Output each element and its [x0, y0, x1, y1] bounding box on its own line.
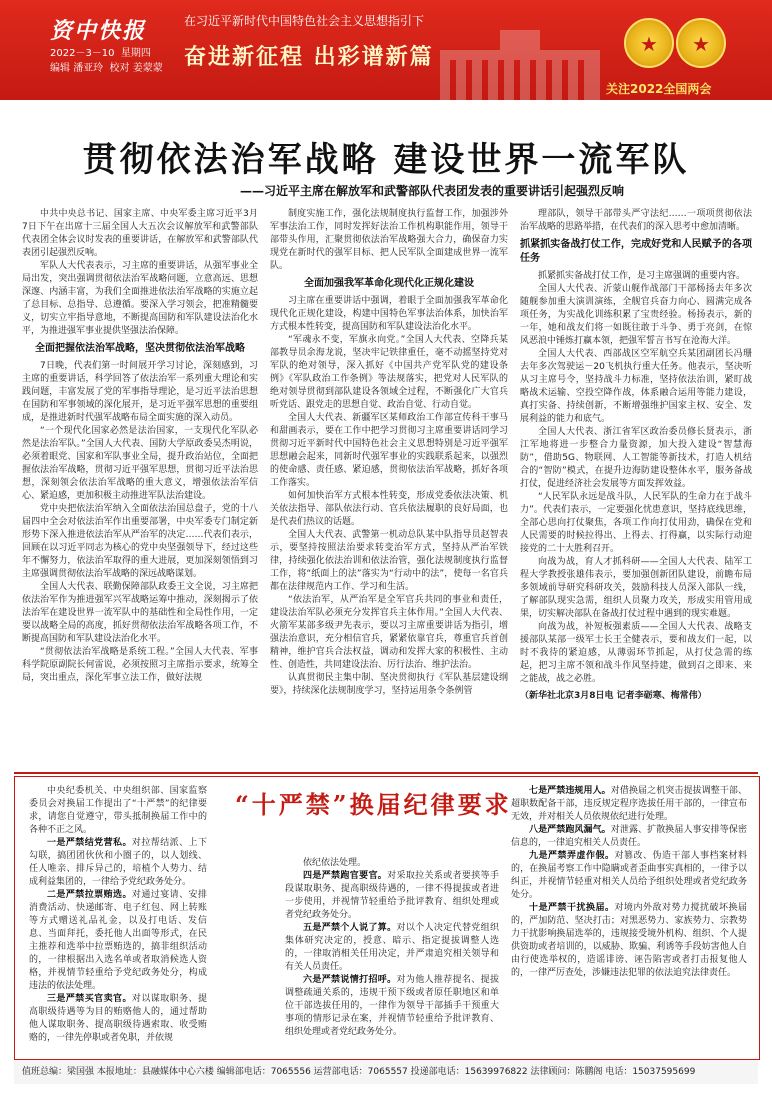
paragraph: 全国人大代表、西部战区空军航空兵某团副团长冯珊去年多次驾驶运－20飞机执行重大任务。他表示，坚决听从习主席号令，坚持战斗力标准，坚持依法治训，紧盯战略战术运输、空投空降作战，体系融合运用等能力建设，真打实备、持续创新，不断增强维护国家主权、安全、发展利益的能力和底气。 [520, 349, 752, 424]
paragraph: 全国人大代表、新疆军区某师政治工作部宣传科干事马和甜画表示，要在工作中把学习贯彻习主席重要讲话同学习贯彻习近平新时代中国特色社会主义思想特别是习近平强军思想融会起来，同新时代强军事业的实践联系起来，以强烈的使命感、责任感、紧迫感，贯彻依法治军战略，抓好各项工作落实。 [270, 413, 508, 488]
paragraph: 如何加快治军方式根本性转变，形成党委依法决策、机关依法指导、部队依法行动、官兵依法履职的良好局面，也是代表们热议的话题。 [270, 491, 508, 527]
article-column-3 [520, 208, 752, 703]
cppcc-emblem-icon: ★ [676, 18, 726, 68]
discipline-item: 一是严禁结党营私。对拉帮结派、上下勾联，搞团团伙伙和小圈子的，以人划线、任人唯亲、排斥异己的，培植个人势力、结成利益集团的，一律给予党纪政务处分。 [29, 838, 207, 887]
discipline-item: 中央纪委机关、中央组织部、国家监察委员会对换届工作提出了“十严禁”的纪律要求，请您自觉遵守，带头抵制换届工作中的各种不正之风。 [29, 786, 207, 835]
paragraph: “军魂永不变，军旗永向党。”全国人大代表、空降兵某部教导员余海龙说，坚决牢记铁律重任，毫不动摇坚持党对军队的绝对领导，深入抓好《中国共产党军队党的建设条例》《军队政治工作条例》等法规落实，把党对人民军队的绝对领导贯彻到部队建设各领域全过程，不断强化广大官兵听党话、跟党走的思想自觉、政治自觉、行动自觉。 [270, 335, 508, 410]
paragraph: 理部队，领导干部带头严守法纪……一项项贯彻依法治军战略的思路举措，在代表们的深入思考中愈加清晰。 [520, 209, 752, 232]
paragraph: 7日晚，代表们第一时间展开学习讨论，深刻感到，习主席的重要讲话，科学回答了依法治军一系列重大理论和实践问题，丰富发展了党的军事指导理论，是习近平法治思想在国防和军事领域的深化展开，是习近平强军思想的重要组成，是推进新时代强军战略布局全面实施的深入动员。 [22, 361, 258, 423]
discipline-column-2 [285, 857, 499, 1039]
discipline-box [14, 776, 760, 1060]
paragraph: 制度实施工作，强化法规制度执行监督工作，加强涉外军事法治工作，同时发挥好法治工作机构职能作用，领导干部带头作用，汇聚贯彻依法治军战略强大合力，确保奋力实现党在新时代的强军目标、把人民军队全面建成世界一流军队。 [270, 209, 508, 271]
paragraph: “人民军队永远是战斗队，人民军队的生命力在于战斗力”。代表们表示，一定要强化忧患意识，坚持底线思维，全部心思向打仗聚焦，各项工作向打仗用劲，确保在党和人民需要的时候拉得出、上得去、打得赢，以实际行动迎接党的二十大胜利召开。 [520, 492, 752, 554]
paragraph: 习主席在重要讲话中强调，着眼于全面加强我军革命化现代化正规化建设，构建中国特色军事法治体系，加快治军方式根本性转变，提高国防和军队建设法治化水平。 [270, 296, 508, 332]
paragraph: 向战为战，育人才抓科研——全国人大代表、陆军工程大学教授张雄伟表示，要加强创新团队建设，前瞻布局多领域前导研究科研攻关，鼓励科技人员深入部队一线，了解部队现实急需，组织人员聚力攻关，形成实用管用成果，切实解决部队在备战打仗过程中遇到的现实难题。 [520, 557, 752, 619]
discipline-item: 七是严禁违规用人。对借换届之机突击提拔调整干部、超职数配备干部，违反规定程序选拔任用干部的，一律宣布无效，并对相关人员依规依纪进行处理。 [511, 786, 747, 822]
article-subtitle: ——习近平主席在解放军和武警部队代表团发表的重要讲话引起强烈反响 [240, 184, 625, 198]
discipline-item: 四是严禁跑官要官。对采取拉关系或者要挟等手段谋取职务、提高职级待遇的，一律不得提拔或者进一步使用，并视情节轻重给予批评教育、组织处理或者党纪政务处分。 [285, 871, 499, 920]
paragraph: 抓紧抓实备战打仗工作，是习主席强调的重要内容。 [538, 271, 746, 281]
paragraph: 全国人大代表、浙江省军区政治委员修长贤表示，浙江军地将进一步整合力量资源，加大投入建设“智慧海防”，借助5G、物联网、人工智能等新技术，打造人机结合的“智防”模式，在提升边海防建设整体水平，服务备战打仗，促进经济社会发展等方面发挥效益。 [520, 427, 752, 489]
header-slogan-main: 奋进新征程 出彩谱新篇 [184, 44, 434, 70]
byline: （新华社北京3月8日电 记者李砺寒、梅常伟） [520, 691, 707, 701]
two-sessions-tag: 关注2022全国两会 [606, 82, 712, 96]
discipline-item: 依纪依法处理。 [303, 858, 367, 868]
paragraph: 党中央把依法治军纳入全面依法治国总盘子，党的十八届四中全会对依法治军作出重要部署，中央军委专门制定新形势下深入推进依法治军从严治军的决定……代表们表示，回顾在以习近平同志为核心的党中央坚强领导下，经过这些年不懈努力，依法治军取得的重大进展，更加深刻领悟到习主席强调贯彻依法治军战略的深远战略谋划。 [22, 504, 258, 579]
paragraph: “一个现代化国家必然是法治国家，一支现代化军队必然是法治军队。”全国人大代表、国防大学原政委吴杰明说，必须着眼党、国家和军队事业全局，提升政治站位，全面把握依法治军战略，贯彻习近平强军思想，贯彻习近平法治思想，深刻领会依法治军战略的重大意义，增强依法治军信心、紧迫感，更加积极主动推进军队法治建设。 [22, 426, 258, 501]
footer-info: 值班总编：梁国强 本报地址：县融媒体中心六楼 编辑部电话：7065556 运营部电话：7065557 投递部电话：15639976822 法律顾问：陈鹏阁 电话：15037595699 [14, 1060, 758, 1084]
great-hall-silhouette [430, 20, 610, 100]
discipline-box-title: “十严禁”换届纪律要求 [235, 790, 512, 819]
article-column-2 [270, 208, 508, 698]
issue-date: 2022－3－10 [50, 48, 115, 59]
discipline-item: 十是严禁干扰换届。对境内外敌对势力搅扰破坏换届的，严加防范、坚决打击；对黑恶势力、家族势力、宗教势力干扰影响换届选举的，违规接受境外机构、组织、个人提供资助或者培训的，以威胁、欺骗、利诱等手段妨害他人自由行使选举权的，造谣诽谤、诬告陷害或者打击报复他人的，一律严厉查处，涉嫌违法犯罪的依法追究法律责任。 [511, 903, 747, 978]
newspaper-logo: 资中快报 [50, 18, 147, 44]
discipline-column-3 [511, 785, 747, 980]
paragraph: 向战为战，补短板强素质——全国人大代表、战略支援部队某部一级军士长王全健表示，要和战友们一起，以时不我待的紧迫感，从薄弱环节抓起，从打仗急需的练起，把习主席不领和战斗作风坚持建，做到召之即来、来之能战，战之必胜。 [520, 622, 752, 684]
masthead [0, 0, 772, 100]
article-title: 贯彻依法治军战略 建设世界一流军队 [82, 140, 690, 180]
issue-weekday: 星期四 [120, 48, 151, 59]
editor-label: 编辑 [50, 63, 70, 74]
discipline-column-1 [29, 785, 207, 1045]
national-emblem-icon: ★ [624, 18, 674, 68]
discipline-item: 九是严禁弄虚作假。对篡改、伪造干部人事档案材料的，在换届考察工作中隐瞒或者歪曲事实真相的，一律予以纠正，并视情节轻重对相关人员给予组织处理或者党纪政务处分。 [511, 851, 747, 900]
proofreader-name: 姜蒙蒙 [132, 63, 163, 74]
section-divider [14, 772, 758, 774]
paragraph: “贯彻依法治军战略是系统工程。”全国人大代表、军事科学院原副院长何雷说，必须按照习主席指示要求，统筹全局，突出重点，深化军事立法工作，做好法规 [22, 647, 258, 683]
discipline-item: 三是严禁买官卖官。对以谋取职务、提高职级待遇等为目的贿赂他人的，通过帮助他人谋取职务、提高职级待遇索取、收受贿赂的，一律先停职或者免职，并依规 [29, 994, 207, 1043]
paragraph: 认真贯彻民主集中制、坚决贯彻执行《军队基层建设纲要》，持续深化法规制度学习，坚持运用条令条例管 [270, 673, 508, 696]
paragraph: 全国人大代表、沂蒙山舰作战部门干部杨扬去年多次随舰参加重大演训演练，全舰官兵奋力向心、圆满完成各项任务，为实战化训练积累了宝贵经验。杨扬表示，新的一年，她和战友们将一如既往敢于斗争、勇于亮剑，在惊风恶浪中锤炼打赢本领，把强军誓言书写在沧海大洋。 [520, 284, 752, 346]
discipline-item: 六是严禁说情打招呼。对为他人推荐提名、提拔调整疏通关系的，违规干预下级或者原任职地区和单位干部选拔任用的，一律作为领导干部插手干预重大事项的情形记录在案，并视情节轻重给予批评教育、组织处理或者党纪政务处分。 [285, 975, 499, 1037]
discipline-item: 五是严禁个人说了算。对以个人决定代替党组织集体研究决定的，授意、暗示、指定提拔调整人选的，一律取消相关任用决定，并严肃追究相关领导和有关人员责任。 [285, 923, 499, 972]
editor-name: 潘亚玲 [73, 63, 104, 74]
discipline-item: 二是严禁拉票贿选。对通过宴请、安排消费活动、快递邮寄、电子红包、网上转账等方式赠送礼品礼金，以及打电话、发信息、当面拜托，委托他人出面等形式，在民主推荐和选举中拉票贿选的，搞非组织活动的，一律根据出入选名单或者取消候选人资格，并视情节轻重给予党纪政务处分，构成违法的依法处理。 [29, 890, 207, 991]
proof-label: 校对 [109, 63, 130, 74]
section-heading: 抓紧抓实备战打仗工作，完成好党和人民赋予的各项任务 [520, 239, 752, 264]
article-column-1 [22, 208, 258, 685]
paragraph: “依法治军，从严治军是全军官兵共同的事业和责任，建设法治军队必须充分发挥官兵主体作用。”全国人大代表、火箭军某部多级尹先表示，要以习主席重要讲话为指引，增强法治意识，充分相信官兵，紧紧依靠官兵，尊重官兵首创精神，维护官兵合法权益，调动和发挥大家的积极性、主动性、创造性，共同建设法治、厉行法治、维护法治。 [270, 595, 508, 670]
section-heading: 全面加强我军革命化现代化正规化建设 [304, 278, 474, 289]
paragraph: 全国人大代表、武警第一机动总队某中队指导员赵智表示，要坚持按照法治要求转变治军方式，坚持从严治军铁律，持续强化依法治训和依法治管，强化法规制度执行监督工作，将“纸面上的法”落实为“行动中的法”，使每一名官兵都在法律规范内工作、学习和生活。 [270, 530, 508, 592]
paragraph: 全国人大代表、联勤保障部队政委王文全说，习主席把依法治军作为推进强军兴军战略运筹中推动，深刻揭示了依法治军在建设世界一流军队中的基础性和全局性作用，一定要以战略全局的高度，抓好贯彻依法治军战略各项工作，不断提高国防和军队建设法治化水平。 [22, 582, 258, 644]
issue-info [50, 46, 163, 76]
paragraph: 中共中央总书记、国家主席、中央军委主席习近平3月7日下午在出席十三届全国人大五次会议解放军和武警部队代表团全体会议时发表的重要讲话，在解放军和武警部队代表团引起强烈反响。 [22, 209, 258, 258]
discipline-item: 八是严禁跑风漏气。对泄露、扩散换届人事安排等保密信息的，一律追究相关人员责任。 [511, 825, 747, 848]
header-slogan-top: 在习近平新时代中国特色社会主义思想指引下 [184, 14, 425, 28]
section-heading: 全面把握依法治军战略，坚决贯彻依法治军战略 [35, 343, 245, 354]
paragraph: 军队人大代表表示，习主席的重要讲话，从强军事业全局出发，突出强调贯彻依法治军战略问题，立意高远、思想深邃、内涵丰富，为我们全面推进依法治军战略的实施立起了总目标、总指导、总遵循。要深入学习领会，把准精髓要义，切实立牢指导意地，不断提高国防和军队建设法治化水平，为推进强军事业提供坚强法治保障。 [22, 261, 258, 336]
